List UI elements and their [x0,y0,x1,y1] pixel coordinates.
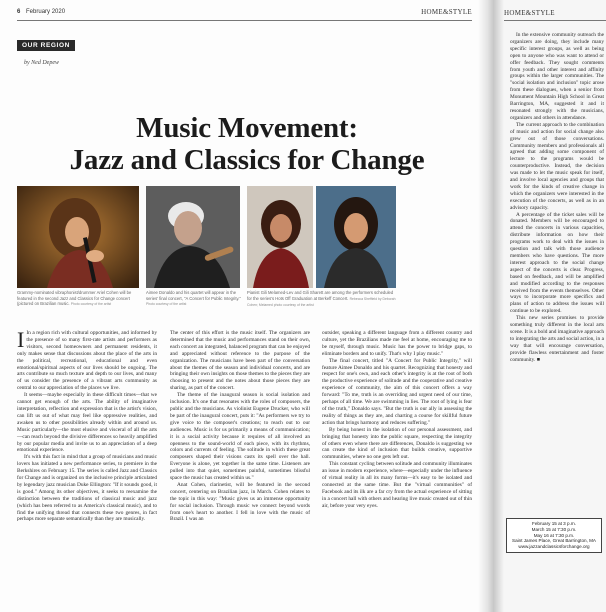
title-line-1: Music Movement: [136,112,358,144]
caption-credit: Rebecca Sheffield by Deborah Cohen; Melamed photo courtesy of the artist [247,296,396,307]
paragraph-text: This new series promises to provide something truly different in the local arts scene. It is a bold and imaginative approach to integrating the arts and social action, in a way that will encourage conversation, provide flawless entertainment and foster community. [510,315,604,363]
event-venue: Saint James Place, Great Barrington, MA [512,538,596,544]
event-date: March 15 at 7:30 p.m. [531,526,577,532]
article-column-2 [170,330,310,523]
paragraph: In the extensive community outreach the organizers are doing, they include many specific interest groups, as well as being open to anyone who was want to attend or offer feedback. They sought comments from youth and other interest and affinity groups within the larger communities. The "social isolation and inclusion" topic arose from these dialogues, when a senior from Monument Mountain High School in Great Barrington, MA, suggested it and it resonated strongly with the musicians, organizers and others in attendance. [510,32,604,121]
photo-caption-2 [146,290,242,308]
page-fold-shadow [494,0,504,612]
caption-credit: Photo courtesy of the artist [146,302,187,306]
paragraph: It seems—maybe especially in these difficult times—that we cannot get enough of the arts. The ability of imaginative interpretation, reflection and expression that is the artist's vision, can lift us out of what may feel like oppressive realities, and awaken us to other possibilities already within and around us. Music particularly—the most elusive and visceral of all the arts—can reach beyond the divisive differences so heavily amplified by our popular media and invite us to an appreciation of a deep emotional experience. [17,392,157,454]
header-rule [17,20,472,21]
header-rule [504,20,606,21]
photo-caption-1 [17,290,141,308]
masthead: HOME&STYLE [421,8,472,16]
end-mark-icon: ■ [536,356,540,363]
paragraph: This constant cycling between solitude and community illuminates an issue in modern experience, where—especially under the influence of virtual reality in all its many forms—it's easy to be isolated and connected at the same time. But the "virtual communities" of Facebook and its ilk are a far cry from the actual experience of sitting in a concert hall with others and hearing live music created out of thin air, before your very eyes. [322,461,472,509]
article-column-continued [510,32,604,364]
caption-credit: Photo courtesy of the artist [70,302,112,306]
paragraph-text: In a region rich with cultural opportunities, and informed by the presence of so many first-rate artists and performers as visitors, second homeowners and permanent residents, it only makes sense that discussions about the place of the arts in the political, recreational, educational and even emotional/spiritual aspects of our lives should be ongoing. The arts contribute so much texture and depth to our lives, and many of us consider the presence of a vibrant arts community as central to our appreciation of the places we live. [17,330,157,392]
paragraph: outsider, speaking a different language from a different country and culture, yet the Brazilians made me feel at home, encouraging me to be myself, through music. Music has the power to bridge gaps, to eliminate borders and to unify. That's why I play music." [322,330,472,357]
paragraph: The current approach to the combination of music and action for social change also grew out of those conversations. Community members and professionals all agreed that adding some component of lecture to the programs would be counterproductive. Instead, the decision was made to let the music speak for itself, and involve local agencies and groups that work for the kinds of creative change in which the organizers were interested in the execution of the concerts, as well as in an advisory capacity. [510,121,604,211]
paragraph: It's with this fact in mind that a group of musicians and music lovers has initiated a new performance series, to premiere in the Berkshires on February 15. The series is called Jazz and Classics for Change and is organized on the inclusive principle articulated by legendary jazz musician Duke Ellington: "If it sounds good, it is good." Among its other objectives, it seeks to reexamine the distinction between the traditions of classical music and jazz (which has been referred to as America's classical music), and to find the unifying thread that connects these two genres, in fact perhaps more separate semantically than they are musically. [17,454,157,523]
caption-text: Pianist Gili Melamed-Lev and Gili Sharett are among the performers scheduled for the series's Hots Off Graduation at Berkeff Concert. [247,290,394,301]
article-column-1 [17,327,157,523]
page-number: 6 [17,9,21,15]
event-info-box [506,518,602,553]
event-website: www.jazzandclassicsforchange.org [518,544,590,550]
title-line-2: Jazz and Classics for Change [69,144,425,176]
article-column-3 [322,330,472,510]
byline: by Ned Depew [24,60,59,66]
paragraph: The center of this effort is the music itself. The organizers are determined that the music and performances stand on their own, each concert an integrated, balanced program that can be enjoyed and appreciated without reference to the purpose of the organization. The musicians have been part of the conversation about the themes of the season and individual concerts, and are bringing their own insights on those themes to the pieces they are choosing to present and the notes about those pieces they are sharing, as part of the concert. [170,330,310,392]
photo-guitarist [146,186,240,288]
issue-date: February 2020 [26,9,66,15]
photo-caption-3 [247,290,397,309]
next-page [494,0,606,612]
paragraph: Anat Cohen, clarinetist, will be featured in the second concert, centering on Brazilian jazz, in March. Cohen relates to the topic in this way: "Music gives us an immense opportunity for social inclusion. Through music we connect beyond words from one's heart to another. I fell in love with the music of Brazil. I was an [170,481,310,523]
paragraph: The final concert, titled "A Concert for Public Integrity," will feature Aimee Donaldo and his quartet. Recognizing that honesty and respect for one's own, and each other's integrity is at the root of both the productive experience of solitude and the cooperative and creative experience of community, the aim of this concert offers a way forward: "To me, truth is an overriding and urgent need of our time, perhaps of all time. We are swimming in lies. The root of lying is fear of the truth," Donaldo says. "But the truth is our ally in assessing the reality of things as they are, and charting a course for skillful future action that brings harmony and reduces suffering." [322,357,472,426]
paragraph: By being honest in the isolation of our personal assessment, and bringing that honesty into the public square, respecting the integrity of others even where there are differences, Donaldo is suggesting we can create the kind of inclusion that builds creative, supportive communities, where no one gets left out. [322,426,472,461]
section-tag: OUR REGION [17,40,75,51]
article-title [0,112,494,176]
caption-text: Aimee Donaldo and his quartet will appear in the series' final concert, "A Concert for Public Integrity." [146,290,241,301]
caption-text: Grammy-nominated vibraphonist/drummer Ariel Cohen will be featured in the second Jazz and Classics for Change concert (pictured on Brazilian music. [17,290,132,306]
photo-clarinetist [17,186,139,288]
photo-performer [316,186,396,288]
paragraph: The theme of the inaugural season is social isolation and inclusion. It's one that resonates with the roles of composers, the public and the musicians. As violinist Eugene Drucker, who will be part of the inaugural concert, puts it: "As performers we try to give voice to the composer's creations; to reach out to our audiences. Music is for us primarily a means of communication; it is a social activity because it requires of all involved an openness to the sound-world of each piece, with its rhythms, colors and currents of feeling. The solitude in which these great composers shaped their visions casts its spell over the hall. Everyone is alone, yet together in the same time. Listeners are pulled into that quiet, sometimes painful, sometimes blissful space the music has created within us." [170,392,310,482]
paragraph: A percentage of the ticket sales will be donated. Members will be encouraged to attend the concerts in various capacities, distribute information on how their programs work to deal with the issues in question and talk with those audience members who have questions. The more interest approach to the social change aspect of the concerts is clear. Progress, based on feedback, and will be amplified and modified according to the responses received from the events themselves. Other ways to incorporate more specifics and plans of action to address the issues will continue to be explored. [510,211,604,315]
masthead: HOME&STYLE [504,9,555,17]
paragraph [510,315,604,363]
photo-pianist [247,186,313,288]
page-fold-shadow [478,0,494,612]
drop-cap: I [17,327,25,352]
event-date: May 16 at 7:30 p.m. [533,532,575,538]
event-date: February 15 at 3 p.m. [532,521,576,526]
page-header [17,9,472,19]
paragraph [17,327,157,392]
